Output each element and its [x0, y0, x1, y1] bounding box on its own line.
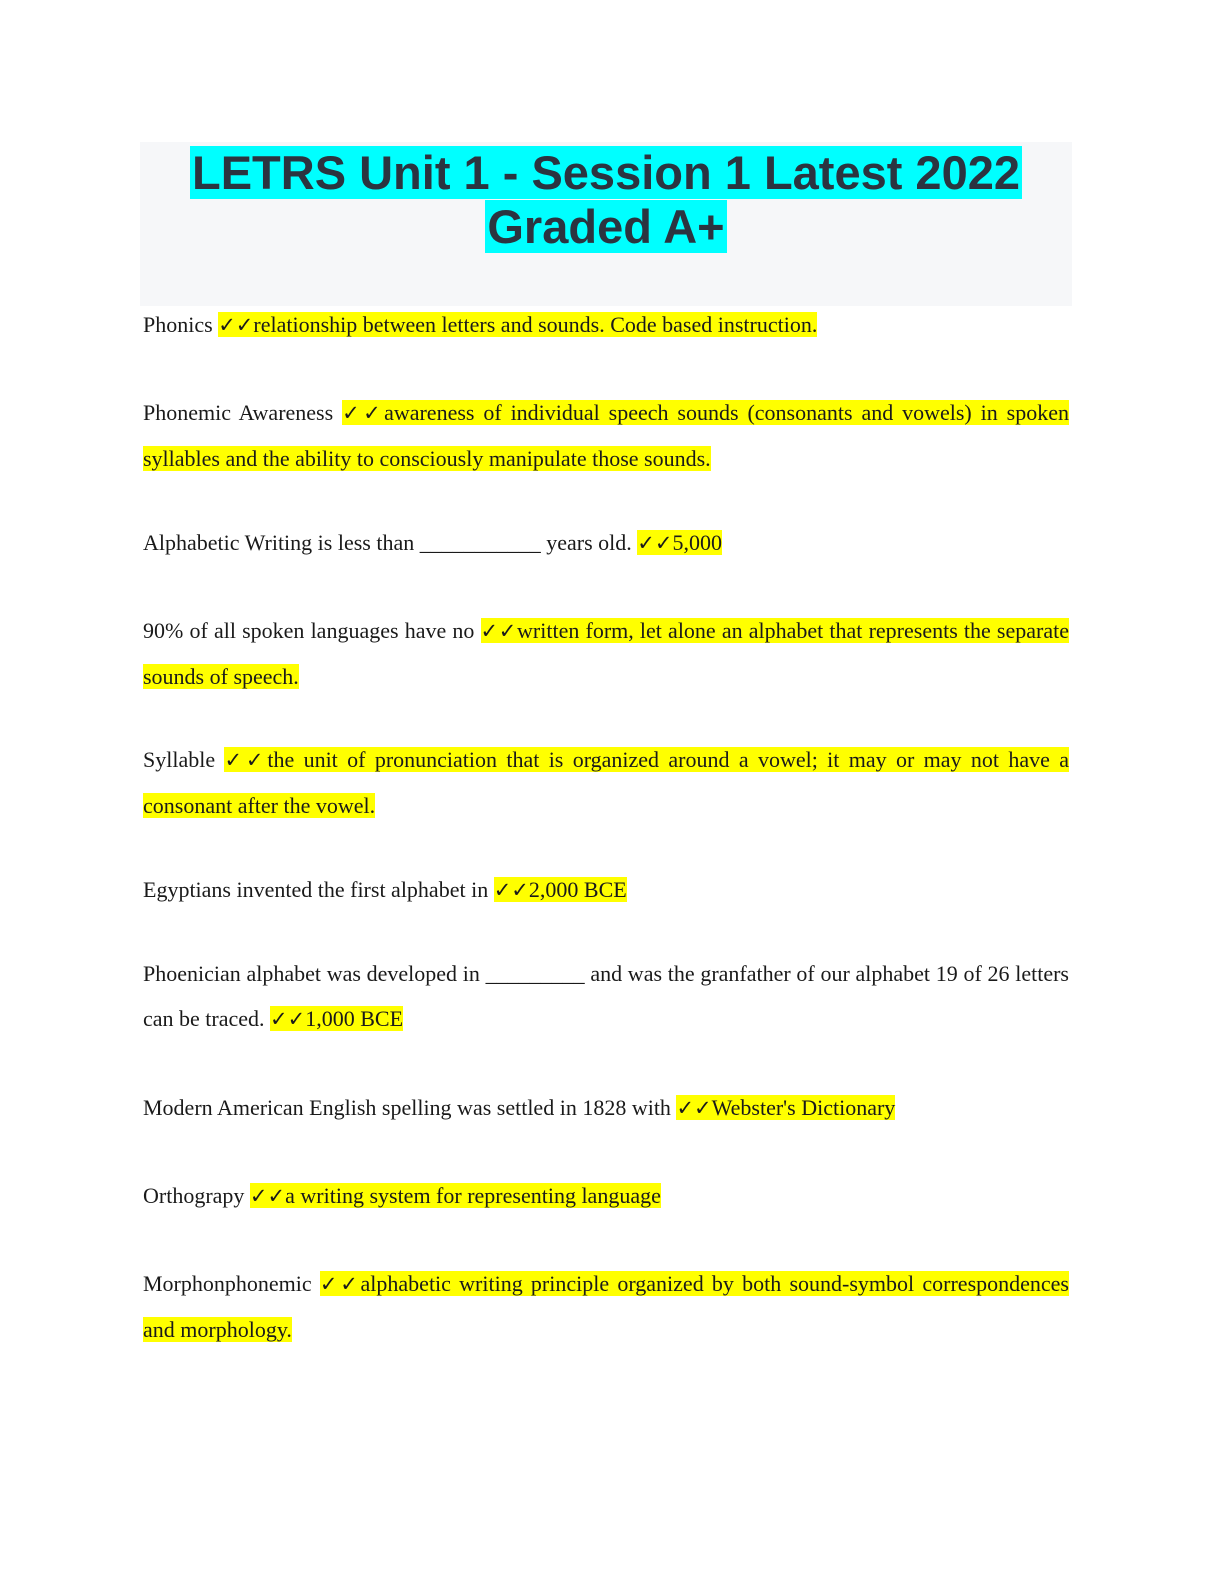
question-text: Orthograpy: [143, 1183, 250, 1208]
double-check-icon: ✓✓: [224, 748, 268, 772]
double-check-icon: ✓✓: [676, 1096, 712, 1120]
qa-item-spoken-languages: [143, 608, 1069, 699]
question-text: Syllable: [143, 747, 225, 772]
qa-item-egyptians: [143, 867, 1069, 913]
qa-item-phonics: [143, 302, 1069, 348]
answer-highlight: [270, 1006, 403, 1031]
double-check-icon: ✓✓: [270, 1007, 306, 1031]
answer-text: Webster's Dictionary: [711, 1095, 896, 1120]
qa-item-modern-spelling: [143, 1085, 1069, 1131]
answer-highlight: [676, 1095, 895, 1120]
answer-text: relationship between letters and sounds. Code based instruction.: [253, 312, 818, 337]
qa-item-syllable: [143, 737, 1069, 828]
document-title-text: LETRS Unit 1 - Session 1 Latest 2022 Graded A+: [192, 146, 1020, 253]
question-text: Egyptians invented the first alphabet in: [143, 877, 494, 902]
answer-highlight: [637, 530, 722, 555]
answer-highlight: [143, 747, 1069, 818]
double-check-icon: ✓✓: [637, 531, 673, 555]
double-check-icon: ✓✓: [342, 401, 385, 425]
answer-text: the unit of pronunciation that is organized around a vowel; it may or may not have a consonant after the vowel.: [143, 747, 1069, 818]
answer-text: 2,000 BCE: [528, 877, 627, 902]
double-check-icon: ✓✓: [319, 1272, 361, 1296]
answer-text: alphabetic writing principle organized by both sound-symbol correspondences and morphology.: [143, 1271, 1069, 1342]
question-text: Modern American English spelling was settled in 1828 with: [143, 1095, 677, 1120]
qa-item-orthograpy: [143, 1173, 1069, 1219]
double-check-icon: ✓✓: [480, 619, 518, 643]
qa-item-alphabetic-writing: [143, 520, 1069, 566]
question-text: Phonemic Awareness: [143, 400, 343, 425]
double-check-icon: ✓✓: [249, 1184, 286, 1208]
answer-highlight: [218, 312, 817, 337]
qa-item-phonemic-awareness: [143, 390, 1069, 481]
answer-text: awareness of individual speech sounds (consonants and vowels) in spoken syllables and the ability to consciously manipulate those sounds.: [143, 400, 1069, 471]
answer-highlight: [494, 877, 627, 902]
double-check-icon: ✓✓: [493, 878, 529, 902]
qa-item-morphonphonemic: [143, 1261, 1069, 1352]
question-text: Phonics: [143, 312, 219, 337]
title-banner: [140, 142, 1072, 306]
question-text: 90% of all spoken languages have no: [143, 618, 481, 643]
double-check-icon: ✓✓: [218, 313, 254, 337]
question-text: Phoenician alphabet was developed in _________ and was the granfather of our alphabet 19 of 26 letters can be traced.: [143, 961, 1069, 1031]
answer-text: written form, let alone an alphabet that represents the separate sounds of speech.: [143, 618, 1069, 689]
answer-text: 1,000 BCE: [305, 1006, 404, 1031]
answer-text: 5,000: [672, 530, 722, 555]
question-text: Alphabetic Writing is less than ___________ years old.: [143, 530, 638, 555]
answer-highlight: [250, 1183, 661, 1208]
question-text: Morphonphonemic: [143, 1271, 320, 1296]
answer-text: a writing system for representing language: [285, 1183, 661, 1208]
qa-item-phoenician: [143, 951, 1069, 1042]
document-title: [140, 142, 1072, 254]
